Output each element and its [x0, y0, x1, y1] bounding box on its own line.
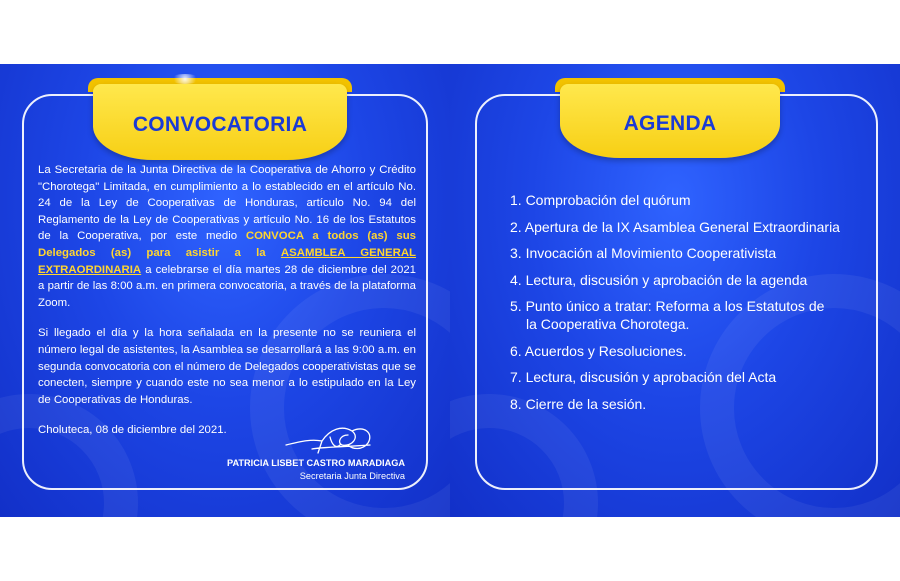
agenda-title: AGENDA [623, 112, 717, 135]
handwritten-signature-icon [282, 419, 377, 459]
paragraph-2: Si llegado el día y la hora señalada en la presente no se reuniera el número legal de asistentes, la Asamblea se desarrollará a las 9:00 a.m. en segunda convocatoria con el número de Delegados cooperativistas que se conecten, siempre y cuando este no sea menor a lo estipulado en la Ley de Cooperativas de Honduras. [38, 327, 416, 406]
convocatoria-body [38, 162, 416, 453]
agenda-item-3: 3. Invocación al Movimiento Cooperativista [510, 245, 777, 261]
agenda-item-5 [510, 297, 840, 333]
paragraph-1-outro: a celebrarse el día martes 28 de diciembre del 2021 a partir de las 8:00 a.m. en primera convocatoria, a través de la plataforma Zoom. [38, 263, 416, 309]
agenda-list [510, 191, 840, 421]
agenda-item-2: 2. Apertura de la IX Asamblea General Extraordinaria [510, 218, 840, 235]
convoca-highlight: CONVOCA a todos (as) sus Delegados (as) para asistir a la [38, 230, 416, 259]
agenda-panel [450, 64, 900, 517]
agenda-item-6: 6. Acuerdos y Resoluciones. [510, 342, 687, 359]
agenda-item-5-line-1: 5. Punto único a tratar: Reforma a los Estatutos de [510, 298, 825, 314]
agenda-item-8: 8. Cierre de la sesión. [510, 395, 647, 412]
paragraph-1-intro: La Secretaria de la Junta Directiva de la Cooperativa de Ahorro y Crédito "Chorotega" Limitada, en cumplimiento a lo establecido en el artículo No. 24 de la Ley de Cooperativas de Honduras, artículo No. 94 del Reglamento de la Ley de Cooperativas y artículo No. 16 de los Estatutos de la Cooperativa, por este medio [38, 164, 416, 243]
signature-block [227, 457, 405, 483]
convocatoria-title: CONVOCATORIA [132, 113, 308, 136]
agenda-item-4: 4. Lectura, discusión y aprobación de la agenda [510, 271, 808, 288]
sparkle-decoration [170, 74, 200, 84]
agenda-item-1: 1. Comprobación del quórum [510, 192, 691, 208]
date-line: Choluteca, 08 de diciembre del 2021. [38, 424, 227, 437]
agenda-banner [560, 84, 780, 158]
agenda-item-7: 7. Lectura, discusión y aprobación del Acta [510, 369, 777, 385]
paragraph-1 [38, 162, 416, 311]
convocatoria-panel [0, 64, 450, 517]
asamblea-highlight: ASAMBLEA GENERAL EXTRAORDINARIA [38, 246, 416, 276]
agenda-item-5-line-2: la Cooperativa Chorotega. [526, 316, 690, 332]
convocatoria-banner [93, 84, 347, 160]
signer-role: Secretaria Junta Directiva [299, 471, 405, 481]
signer-name: PATRICIA LISBET CASTRO MARADIAGA [227, 458, 405, 468]
